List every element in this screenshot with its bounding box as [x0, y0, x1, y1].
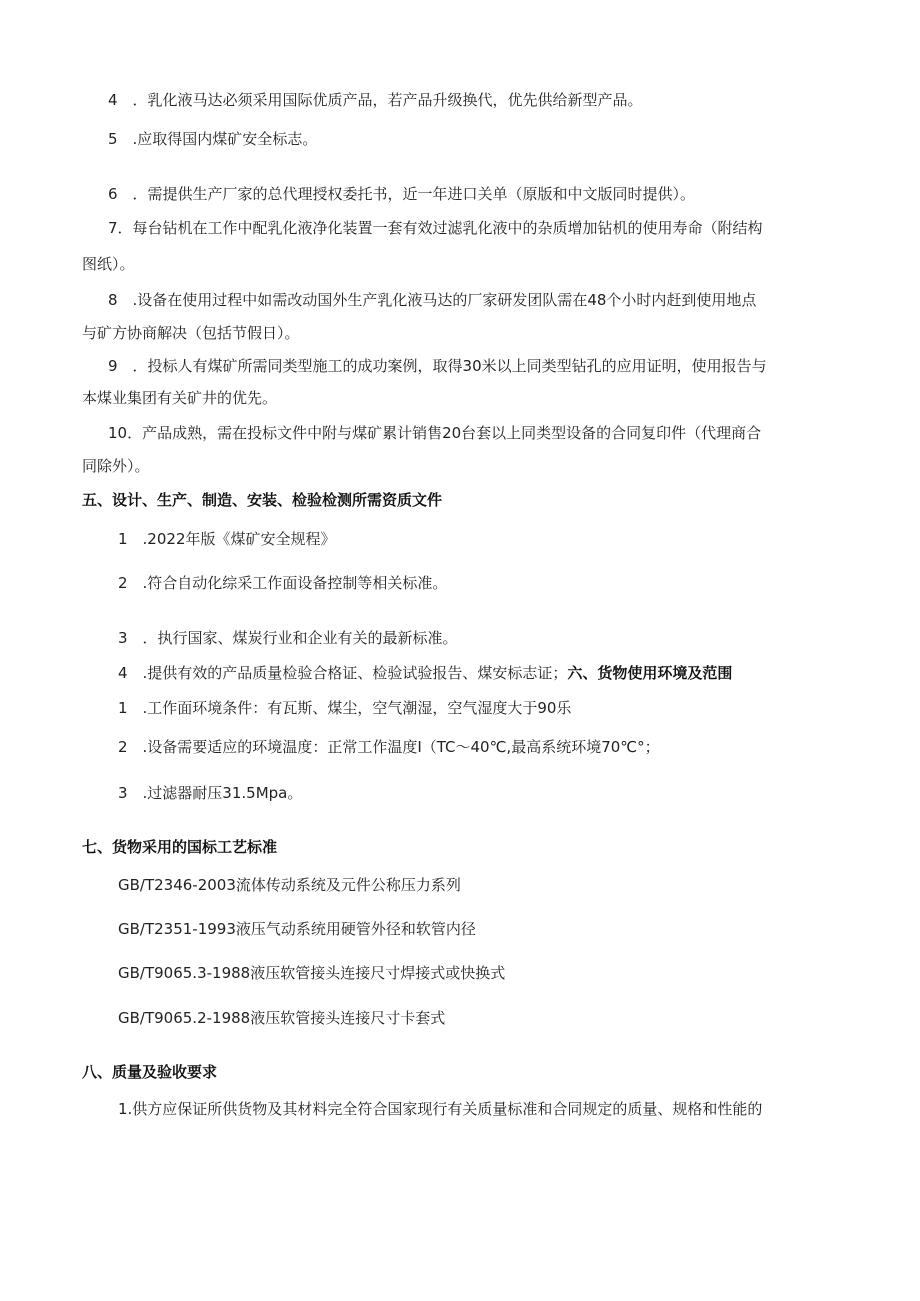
- section-8-heading: 八、质量及验收要求: [82, 1063, 218, 1081]
- requirement-item-8-cont: 与矿方协商解决（包括节假日）。: [82, 324, 300, 342]
- environment-item-1: 1 .工作面环境条件：有瓦斯、煤尘，空气潮湿，空气湿度大于90乐: [118, 699, 572, 717]
- requirement-item-7-cont: 图纸）。: [82, 255, 135, 273]
- requirement-item-6: 6 ．需提供生产厂家的总代理授权委托书，近一年进口关单（原版和中文版同时提供）。: [108, 185, 696, 203]
- environment-item-2: 2 .设备需要适应的环境温度：正常工作温度I（TC～40℃,最高系统环境70℃°；: [118, 738, 660, 756]
- qualification-item-4: [118, 662, 732, 684]
- requirement-item-9-cont: 本煤业集团有关矿井的优先。: [82, 389, 278, 407]
- requirement-item-9: 9 ．投标人有煤矿所需同类型施工的成功案例，取得30米以上同类型钻孔的应用证明，使用报告与: [108, 357, 767, 375]
- qualification-item-2: 2 .符合自动化综采工作面设备控制等相关标准。: [118, 574, 448, 592]
- standard-item-1: GB/T2346-2003流体传动系统及元件公称压力系列: [118, 876, 461, 894]
- section-6-heading: 六、货物使用环境及范围: [567, 664, 733, 682]
- section-5-heading: 五、设计、生产、制造、安装、检验检测所需资质文件: [82, 491, 443, 509]
- requirement-item-10: 10．产品成熟，需在投标文件中附与煤矿累计销售20台套以上同类型设备的合同复印件（代理商合: [108, 424, 762, 442]
- standard-item-4: GB/T9065.2-1988液压软管接头连接尺寸卡套式: [118, 1009, 446, 1027]
- environment-item-3: 3 .过滤器耐压31.5Mpa。: [118, 784, 303, 802]
- qualification-item-1: 1 .2022年版《煤矿安全规程》: [118, 530, 336, 548]
- requirement-item-4: 4 ．乳化液马达必须采用国际优质产品，若产品升级换代，优先供给新型产品。: [108, 91, 643, 109]
- requirement-item-10-cont: 同除外）。: [82, 457, 150, 475]
- standard-item-3: GB/T9065.3-1988液压软管接头连接尺寸焊接式或快换式: [118, 964, 506, 982]
- requirement-item-7: 7．每台钻机在工作中配乳化液净化装置一套有效过滤乳化液中的杂质增加钻机的使用寿命（附结构: [108, 219, 763, 237]
- qualification-item-3: 3 ．执行国家、煤炭行业和企业有关的最新标准。: [118, 629, 458, 647]
- requirement-item-5: 5 .应取得国内煤矿安全标志。: [108, 130, 318, 148]
- standard-item-2: GB/T2351-1993液压气动系统用硬管外径和软管内径: [118, 920, 476, 938]
- requirement-item-8: 8 .设备在使用过程中如需改动国外生产乳化液马达的厂家研发团队需在48个小时内赶到使用地点: [108, 291, 757, 309]
- qualification-item-4-text: 4 .提供有效的产品质量检验合格证、检验试验报告、煤安标志证；: [118, 664, 568, 682]
- quality-item-1: 1.供方应保证所供货物及其材料完全符合国家现行有关质量标准和合同规定的质量、规格和性能的: [118, 1100, 763, 1118]
- section-7-heading: 七、货物采用的国标工艺标准: [82, 838, 278, 856]
